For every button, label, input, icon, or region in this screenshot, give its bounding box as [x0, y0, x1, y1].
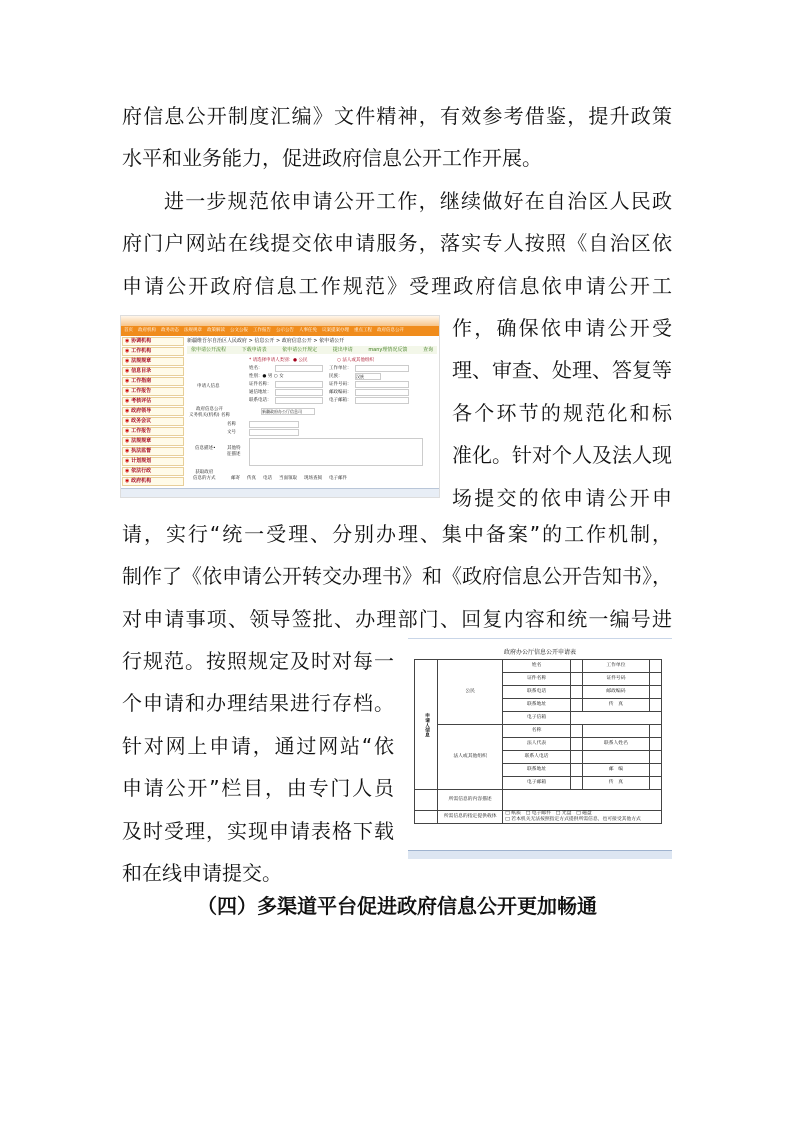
site-banner	[121, 316, 439, 326]
form-table	[414, 659, 662, 824]
method-label: 获取政府 信息的方式	[193, 470, 216, 481]
sidebar-item: ◉ 工作指南	[122, 377, 184, 386]
step-item: 查询	[422, 347, 433, 353]
taskbar	[121, 488, 439, 497]
form-cell	[503, 790, 662, 811]
site-nav	[121, 326, 439, 336]
steps-bar	[187, 346, 437, 354]
form-cell: 法人或其他组织	[438, 725, 503, 790]
sidebar-item: ◉ 政府领导	[122, 407, 184, 416]
text-line: 和在线申请提交。	[122, 861, 282, 885]
form-cell	[570, 764, 582, 777]
nav-item: 议案提案办理	[322, 328, 349, 333]
application-form-screenshot	[408, 638, 672, 859]
form-cell: 姓名	[503, 660, 571, 673]
text-line: 制作了《依申请公开转交办理书》和《政府信息公开告知书》，	[122, 564, 672, 589]
address-label: 通信地址：	[249, 390, 272, 395]
method-option: 现场查阅	[304, 476, 322, 481]
sidebar-item: ◉ 依法行政	[122, 467, 184, 476]
nav-item: 首页	[124, 328, 133, 333]
method-option: 邮寄	[231, 476, 240, 481]
form-cell: 所需信息的内容描述	[438, 790, 503, 811]
address-input	[275, 389, 323, 396]
phone-input	[275, 397, 323, 404]
form-title: 政府办公厅信息公开申请表	[503, 649, 576, 656]
method-option: 传真	[247, 476, 256, 481]
nav-item: 人事任免	[299, 328, 317, 333]
id-no-input	[355, 381, 409, 388]
doc-no-input	[249, 429, 299, 436]
ethnic-select: 汉族	[355, 373, 381, 380]
id-name-label: 证件名称：	[249, 382, 272, 387]
desc2-label: 其他特 征描述	[227, 446, 241, 457]
email-input	[355, 397, 409, 404]
section-heading: （四）多渠道平台促进政府信息公开更加畅通	[197, 894, 597, 918]
form-cell: 法人代表	[503, 738, 571, 751]
desc-label: 信息描述•	[195, 446, 216, 451]
form-cell	[582, 751, 650, 764]
title-input	[249, 421, 299, 428]
text-line: 申请公开政府信息工作规范》受理政府信息依申请公开工	[122, 273, 672, 298]
nav-item: 重点工程	[354, 328, 372, 333]
sidebar-item: ◉ 政府机构	[122, 477, 184, 486]
phone-label: 联系电话：	[249, 398, 272, 403]
text-line: 及时受理，实现申请表格下载	[122, 818, 394, 843]
nav-item: 法规规章	[184, 328, 202, 333]
text-line: 请，实行“统一受理、分别办理、集中备案”的工作机制，	[122, 522, 672, 546]
form-cell: 电子邮箱	[503, 777, 571, 790]
form-cell	[650, 673, 662, 686]
text-line: 进一步规范依申请公开工作，继续做好在自治区人民政	[164, 188, 672, 213]
method-option: 当面领取	[279, 476, 297, 481]
step-item: 下载申请表	[241, 347, 267, 353]
form-cell	[582, 725, 650, 738]
form-cell: 联系人电话	[503, 751, 571, 764]
name-input	[275, 365, 323, 372]
form-cell: 联系地址	[503, 764, 571, 777]
org-label: 政府信息公开 义务机关(机构) 名称	[189, 407, 230, 418]
form-cell: 联系地址	[503, 699, 571, 712]
form-cell: 电子信箱	[503, 712, 571, 725]
text-line: 各个环节的规范化和标	[452, 400, 672, 425]
form-cell	[650, 764, 662, 777]
form-cell	[415, 811, 438, 824]
postcode-label: 邮政编码：	[329, 390, 352, 395]
text-line: 场提交的依申请公开申	[452, 485, 672, 510]
sidebar-item: ◉ 计划规划	[122, 457, 184, 466]
form-cell	[650, 660, 662, 673]
form-cell: 联系人姓名	[582, 738, 650, 751]
sidebar-item: ◉ 执法监督	[122, 447, 184, 456]
sidebar-item: ◉ 工作机构	[122, 347, 184, 356]
email-label: 电子邮箱：	[329, 398, 352, 403]
form-cell: 工作单位	[582, 660, 650, 673]
text-line: 府门户网站在线提交依申请服务，落实专人按照《自治区依	[122, 231, 672, 256]
nav-item: 公文公报	[230, 328, 248, 333]
form-cell: 联系电话	[503, 686, 571, 699]
text-line: 对申请事项、领导签批、办理部门、回复内容和统一编号进	[122, 606, 672, 631]
applicant-type: * 请选择申请人类别：● 公民	[249, 358, 308, 363]
form-cell	[570, 712, 661, 725]
sidebar-item: ◉ 信息目录	[122, 367, 184, 376]
work-unit-label: 工作单位：	[329, 366, 352, 371]
method-options	[231, 476, 347, 482]
application-form	[187, 338, 437, 488]
form-cell	[650, 699, 662, 712]
form-cell: 邮 编	[582, 764, 650, 777]
sidebar-item: ◉ 工作报告	[122, 427, 184, 436]
form-cell	[650, 725, 662, 738]
form-cell	[650, 777, 662, 790]
name-label: 姓名：	[249, 366, 263, 371]
form-cell: 证件名称	[503, 673, 571, 686]
doc-no-label: 文号	[227, 430, 236, 435]
form-cell	[503, 811, 662, 824]
text-line: 准化。针对个人及法人现	[452, 443, 672, 468]
sidebar-item: ◉ 法规规章	[122, 357, 184, 366]
form-cell	[570, 699, 582, 712]
form-cell	[650, 686, 662, 699]
online-application-screenshot	[120, 315, 440, 498]
sidebar-item: ◉ 工作报告	[122, 387, 184, 396]
step-item: 依申请公开流程	[191, 347, 227, 353]
desc-textarea	[249, 438, 423, 466]
site-sidebar	[122, 337, 184, 487]
nav-item: 政府信息公开	[377, 328, 404, 333]
form-cell	[570, 777, 582, 790]
step-item: many理情况反馈	[368, 347, 408, 353]
sidebar-item: ◉ 考核评估	[122, 397, 184, 406]
ethnic-label: 民族：	[329, 374, 343, 379]
form-cell: 邮政编码	[582, 686, 650, 699]
form-cell	[570, 673, 582, 686]
form-cell	[570, 751, 582, 764]
form-cell	[570, 725, 582, 738]
form-cell: 所需信息的指定提供载体	[438, 811, 503, 824]
sidebar-item: ◉ 协调机构	[122, 337, 184, 346]
legal-option: ○ 法人或其他组织	[337, 358, 374, 363]
sidebar-item: ◉ 法规规章	[122, 437, 184, 446]
form-cell	[570, 686, 582, 699]
form-cell: 传 真	[582, 777, 650, 790]
nav-item: 政务动态	[161, 328, 179, 333]
method-option: 电子邮件	[329, 476, 347, 481]
title-label: 名称	[227, 422, 236, 427]
text-line: 水平和业务能力，促进政府信息公开工作开展。	[122, 146, 542, 171]
form-cell	[650, 751, 662, 764]
text-line: 申请公开”栏目，由专门人员	[122, 776, 394, 801]
scrollbar	[408, 850, 672, 859]
nav-item: 工作报告	[253, 328, 271, 333]
gender-label: 性别：● 男 ○ 女	[249, 374, 284, 379]
form-cell	[570, 738, 582, 751]
method-option: 电话	[263, 476, 272, 481]
form-cell	[415, 790, 438, 811]
text-line: 针对网上申请，通过网站“依	[122, 733, 394, 758]
form-cell: 传 真	[582, 699, 650, 712]
applicant-info-label: 申请人信息	[197, 384, 220, 389]
text-line: 作，确保依申请公开受	[452, 316, 672, 340]
breadcrumb: 新疆维吾尔自治区人民政府 > 信息公开 > 政府信息公开 > 依申请公开	[187, 338, 345, 344]
nav-item: 政府机构	[138, 328, 156, 333]
form-cell: 申请人信息	[415, 660, 438, 790]
form-cell	[650, 738, 662, 751]
id-no-label: 证件号码：	[329, 382, 352, 387]
text-line: 个申请和办理结果进行存档。	[122, 691, 394, 716]
sidebar-item: ◉ 政务会议	[122, 417, 184, 426]
text-line: 行规范。按照规定及时对每一	[122, 649, 394, 673]
form-cell: 公民	[438, 660, 503, 725]
work-unit-input	[355, 365, 409, 372]
org-input: 新疆政府办公厅信息司	[261, 408, 315, 415]
text-line: 理、审查、处理、答复等	[452, 358, 672, 383]
nav-item: 政策解读	[207, 328, 225, 333]
text-line: 府信息公开制度汇编》文件精神，有效参考借鉴，提升政策	[122, 104, 672, 128]
delivery-text: □ 若本机关无法按照指定方式提供所需信息，也可接受其他方式	[505, 817, 641, 822]
form-cell: 证件号码	[582, 673, 650, 686]
step-item: 依申请公开规定	[282, 347, 318, 353]
delivery-text: □ 纸质 □ 电子邮件 □ 光盘 □ 磁盘	[505, 811, 592, 816]
form-cell: 名称	[503, 725, 571, 738]
step-item: 提出申请	[332, 347, 353, 353]
postcode-input	[355, 389, 409, 396]
nav-item: 公示公告	[276, 328, 294, 333]
form-cell	[570, 660, 582, 673]
id-name-input	[275, 381, 323, 388]
